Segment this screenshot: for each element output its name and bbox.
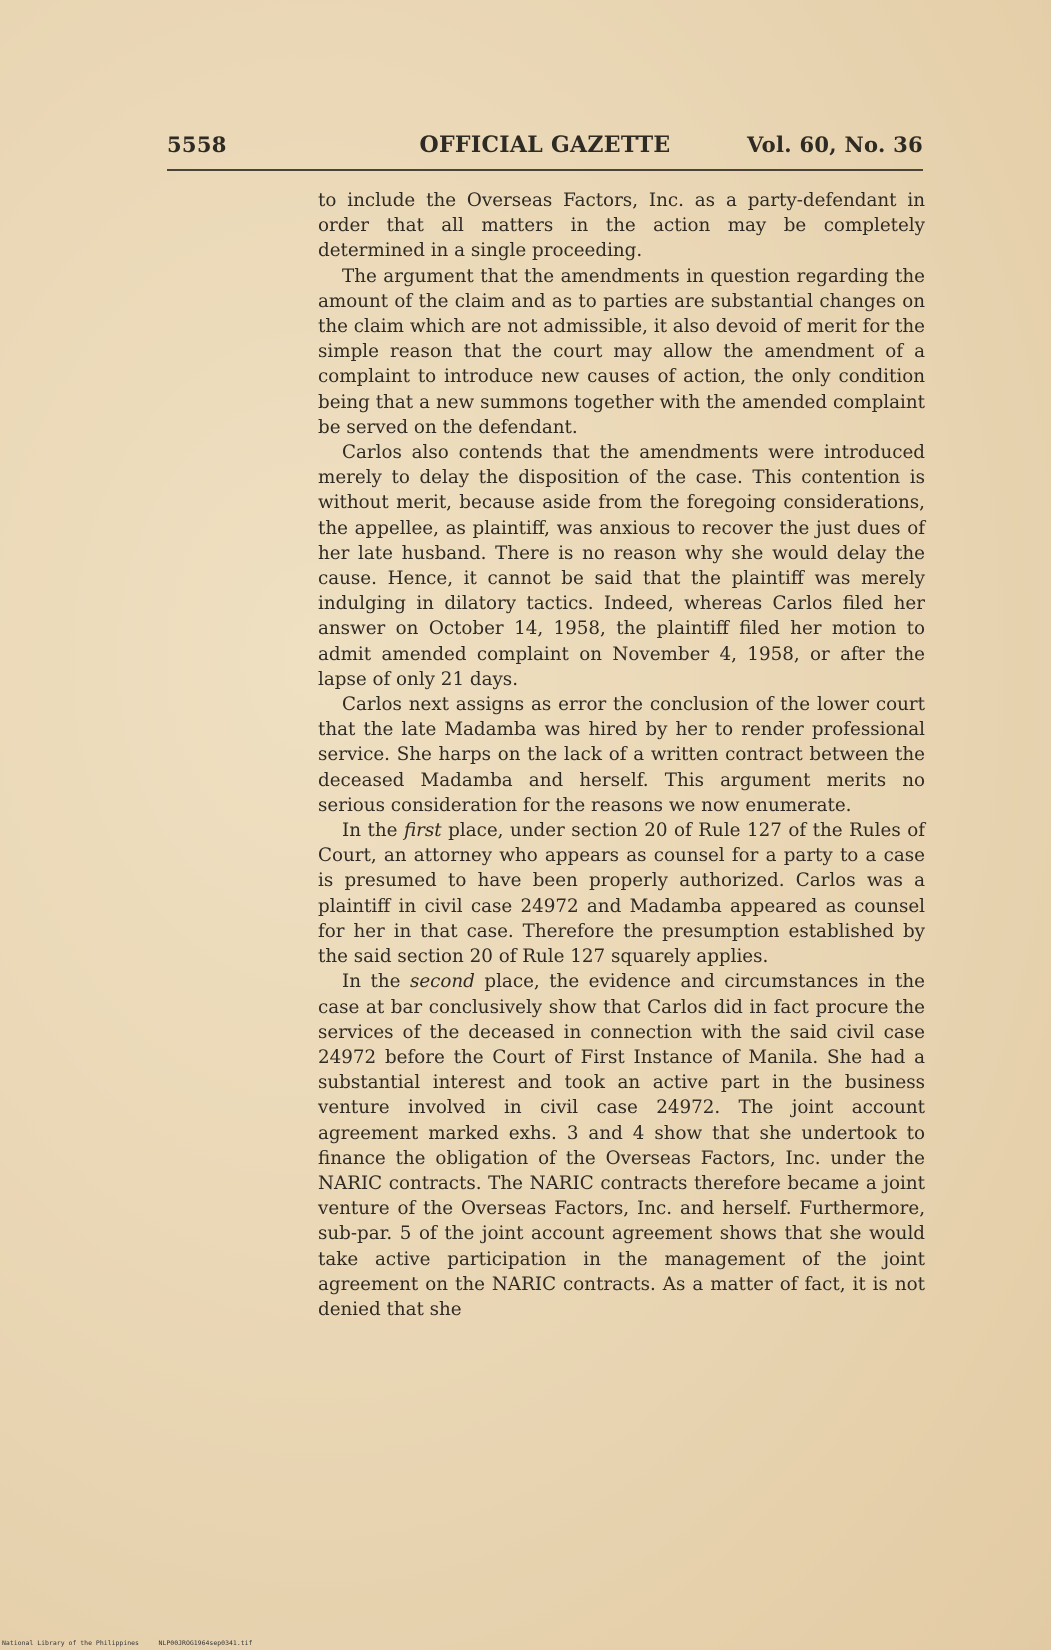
paragraph-rest: place, the evidence and circumstances in the case at bar conclusively show that Carlos did in fact procure the services of the deceased in connection with the said civil case 24972 before the Court of First Instance of Manila. She had a substantial interest and took an active part in the business venture involved in civil case 24972. The joint account agreement marked exhs. 3 and 4 show that she undertook to finance the obligation of the Overseas Factors, Inc. under the NARIC contracts. The NARIC contracts therefore became a joint venture of the Overseas Factors, Inc. and herself. Furthermore, sub-par. 5 of the joint account agreement shows that she would take active participation in the management of the joint agreement on the NARIC contracts. As a matter of fact, it is not denied that she [318, 971, 925, 1320]
scan-footer [2, 1639, 252, 1647]
paragraph-lead: In the [342, 971, 410, 993]
header-rule [167, 169, 923, 171]
emphasis-first: first [403, 820, 442, 842]
paragraph: Carlos also contends that the amendments were introduced merely to delay the disposition of the case. This contention is without merit, because aside from the foregoing considerations, the appellee, as plaintiff, was anxious to recover the just dues of her late husband. There is no reason why she would delay the cause. Hence, it cannot be said that the plaintiff was merely indulging in dilatory tactics. Indeed, whereas Carlos filed her answer on October 14, 1958, the plaintiff filed her motion to admit amended complaint on November 4, 1958, or after the lapse of only 21 days. [318, 442, 925, 690]
volume-label: Vol. 60, No. 36 [747, 132, 923, 157]
article-body [318, 188, 925, 1322]
paragraph-first-place [318, 818, 925, 969]
paragraph: to include the Overseas Factors, Inc. as a party-defendant in order that all matters in the action may be completely determined in a single proceeding. [318, 190, 925, 262]
paragraph-rest: place, under section 20 of Rule 127 of the Rules of Court, an attorney who appears as counsel for a party to a case is presumed to have been properly authorized. Carlos was a plaintiff in civil case 24972 and Madamba appeared as counsel for her in that case. Therefore the presumption established by the said section 20 of Rule 127 squarely applies. [318, 820, 925, 968]
publication-title: OFFICIAL GAZETTE [419, 132, 671, 158]
paragraph: Carlos next assigns as error the conclusion of the lower court that the late Madamba was hired by her to render professional service. She harps on the lack of a written contract between the deceased Madamba and herself. This argument merits no serious consideration for the reasons we now enumerate. [318, 694, 925, 816]
page-header [167, 132, 923, 162]
page-number: 5558 [167, 132, 227, 157]
paragraph-second-place [318, 969, 925, 1322]
paragraph-lead: In the [342, 820, 404, 842]
footer-filename: NLP00JROG1964sep0341.tif [158, 1639, 253, 1647]
footer-library: National Library of the Philippines [2, 1639, 139, 1647]
paragraph: The argument that the amendments in question regarding the amount of the claim and as to parties are substantial changes on the claim which are not admissible, it also devoid of merit for the simple reason that the court may allow the amendment of a complaint to introduce new causes of action, the only condition being that a new summons together with the amended complaint be served on the defendant. [318, 265, 925, 438]
emphasis-second: second [409, 971, 475, 993]
